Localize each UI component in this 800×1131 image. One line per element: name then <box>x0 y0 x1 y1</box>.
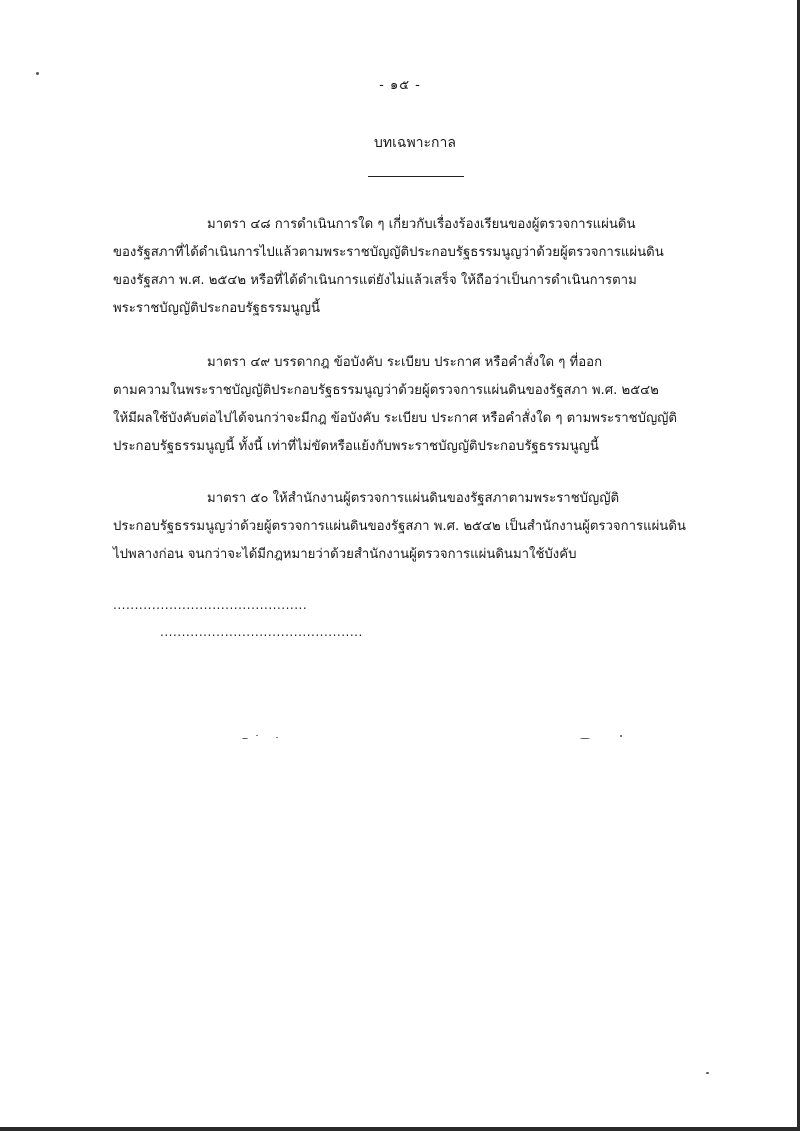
paragraph-line: ให้มีผลใช้บังคับต่อไปได้จนกว่าจะมีกฎ ข้อบังคับ ระเบียบ ประกาศ หรือคำสั่งใด ๆ ตามพระราชบัญญัติ <box>113 411 677 426</box>
closing-dotted-line: ............................................. <box>113 598 308 612</box>
scan-speck <box>242 738 248 739</box>
section-title: บทเฉพาะกาล <box>374 135 456 151</box>
section-49-paragraph <box>113 349 733 461</box>
closing-dotted-line: ............................................... <box>160 625 363 639</box>
paragraph-line: มาตรา ๕๐ ให้สำนักงานผู้ตรวจการแผ่นดินของรัฐสภาตามพระราชบัญญัติ <box>207 491 620 506</box>
paragraph-line: ไปพลางก่อน จนกว่าจะได้มีกฎหมายว่าด้วยสำนักงานผู้ตรวจการแผ่นดินมาใช้บังคับ <box>113 547 577 562</box>
scan-edge-bottom <box>0 1127 800 1131</box>
section-48-paragraph <box>113 211 733 323</box>
title-underline <box>368 176 464 177</box>
paragraph-line: ตามความในพระราชบัญญัติประกอบรัฐธรรมนูญว่าด้วยผู้ตรวจการแผ่นดินของรัฐสภา พ.ศ. ๒๕๔๒ <box>113 383 659 398</box>
paragraph-line: ของรัฐสภา พ.ศ. ๒๕๔๒ หรือที่ได้ดำเนินการแต่ยังไม่แล้วเสร็จ ให้ถือว่าเป็นการดำเนินการตาม <box>113 273 637 288</box>
scan-speck <box>580 738 590 739</box>
scan-speck <box>276 737 278 738</box>
paragraph-line: มาตรา ๔๘ การดำเนินการใด ๆ เกี่ยวกับเรื่องร้องเรียนของผู้ตรวจการแผ่นดิน <box>207 217 636 232</box>
scan-speck <box>620 735 622 737</box>
section-50-paragraph <box>113 485 733 569</box>
paragraph-line: ประกอบรัฐธรรมนูญนี้ ทั้งนี้ เท่าที่ไม่ขัดหรือแย้งกับพระราชบัญญัติประกอบรัฐธรรมนูญนี้ <box>113 439 599 454</box>
scan-speck <box>706 1072 709 1074</box>
page-number: - ๑๕ - <box>379 78 421 93</box>
paragraph-line: พระราชบัญญัติประกอบรัฐธรรมนูญนี้ <box>113 301 321 316</box>
paragraph-line: ของรัฐสภาที่ได้ดำเนินการไปแล้วตามพระราชบัญญัติประกอบรัฐธรรมนูญว่าด้วยผู้ตรวจการแผ่นดิน <box>113 245 664 260</box>
scan-speck <box>256 735 258 736</box>
scan-speck <box>36 72 39 75</box>
paragraph-line: มาตรา ๔๙ บรรดากฎ ข้อบังคับ ระเบียบ ประกาศ หรือคำสั่งใด ๆ ที่ออก <box>207 355 603 370</box>
paragraph-line: ประกอบรัฐธรรมนูญว่าด้วยผู้ตรวจการแผ่นดินของรัฐสภา พ.ศ. ๒๕๔๒ เป็นสำนักงานผู้ตรวจการแผ่นดิน <box>113 519 686 534</box>
